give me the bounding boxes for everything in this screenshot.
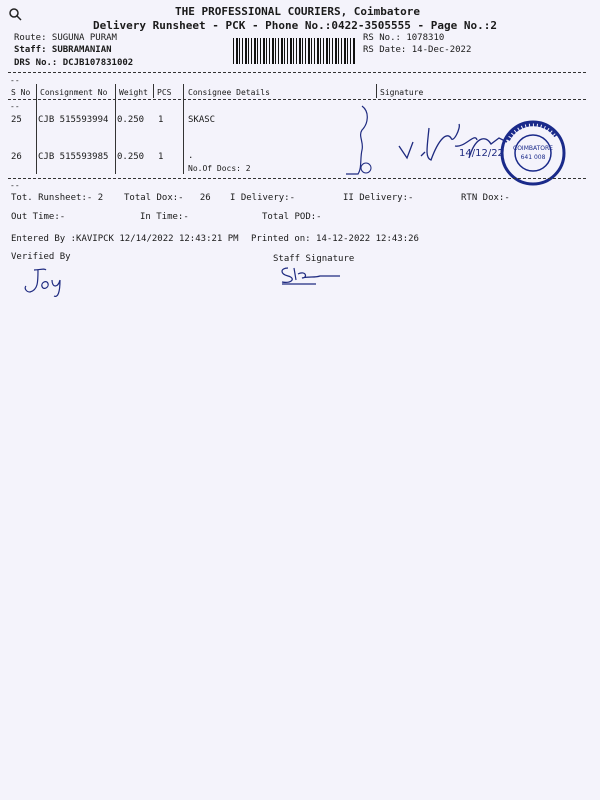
column-divider bbox=[36, 84, 37, 174]
staff-label: Staff: SUBRAMANIAN bbox=[14, 45, 112, 55]
staff-signature-label: Staff Signature bbox=[273, 254, 355, 264]
column-header-sno: S No bbox=[11, 88, 31, 97]
column-header-consignee: Consignee Details bbox=[188, 88, 270, 97]
table-row-pcs: 1 bbox=[158, 152, 164, 162]
svg-text:641 008: 641 008 bbox=[520, 154, 546, 161]
table-row-consignment: CJB 515593994 bbox=[38, 115, 109, 125]
logo-icon bbox=[8, 6, 22, 20]
total-pod: Total POD:- bbox=[262, 212, 322, 222]
drs-number: DRS No.: DCJB107831002 bbox=[14, 58, 134, 68]
barcode bbox=[233, 38, 355, 64]
separator-header bbox=[8, 99, 586, 100]
column-divider bbox=[115, 84, 116, 174]
entered-by: Entered By :KAVIPCK 12/14/2022 12:43:21 PM bbox=[11, 234, 239, 244]
column-divider bbox=[153, 84, 154, 98]
table-row-sno: 26 bbox=[11, 152, 22, 162]
rtn-dox: RTN Dox:- bbox=[461, 193, 510, 203]
column-header-consignment: Consignment No bbox=[40, 88, 108, 97]
svg-text:COIMBATORE: COIMBATORE bbox=[513, 145, 553, 152]
column-header-weight: Weight bbox=[119, 88, 148, 97]
leading-mark: -- bbox=[10, 102, 20, 111]
total-dox: Total Dox:- 26 bbox=[124, 193, 211, 203]
separator-top bbox=[8, 72, 586, 73]
table-row-sno: 25 bbox=[11, 115, 22, 125]
verifier-signature bbox=[20, 266, 70, 300]
staff-signature bbox=[276, 264, 346, 288]
receiver-signature bbox=[395, 118, 515, 168]
table-row-consignment: CJB 515593985 bbox=[38, 152, 109, 162]
column-header-pcs: PCS bbox=[157, 88, 172, 97]
leading-mark: -- bbox=[10, 181, 20, 190]
company-title: THE PROFESSIONAL COURIERS, Coimbatore bbox=[175, 5, 421, 18]
in-time: In Time:- bbox=[140, 212, 189, 222]
leading-mark: -- bbox=[10, 76, 20, 85]
table-row-consignee: . bbox=[188, 151, 194, 161]
route-label: Route: SUGUNA PURAM bbox=[14, 33, 117, 43]
first-delivery: I Delivery:- bbox=[230, 193, 296, 203]
printed-on: Printed on: 14-12-2022 12:43:26 bbox=[251, 234, 419, 244]
rs-date: RS Date: 14-Dec-2022 bbox=[363, 45, 472, 55]
table-row-weight: 0.250 bbox=[117, 115, 145, 125]
column-divider bbox=[183, 84, 184, 174]
table-row-docs-count: No.Of Docs: 2 bbox=[188, 164, 251, 173]
verified-by-label: Verified By bbox=[11, 252, 71, 262]
runsheet-subtitle: Delivery Runsheet - PCK - Phone No.:0422-3505555 - Page No.:2 bbox=[93, 19, 497, 32]
rs-number: RS No.: 1078310 bbox=[363, 33, 445, 43]
second-delivery: II Delivery:- bbox=[343, 193, 414, 203]
out-time: Out Time:- bbox=[11, 212, 66, 222]
table-row-consignee: SKASC bbox=[188, 115, 216, 125]
column-divider bbox=[376, 84, 377, 98]
total-runsheet: Tot. Runsheet:- 2 bbox=[11, 193, 104, 203]
table-row-pcs: 1 bbox=[158, 115, 164, 125]
column-header-signature: Signature bbox=[380, 88, 424, 97]
handwritten-bracket bbox=[340, 102, 380, 180]
separator-table-end bbox=[8, 178, 586, 179]
table-row-weight: 0.250 bbox=[117, 152, 145, 162]
svg-text:14/12/22: 14/12/22 bbox=[459, 148, 504, 159]
